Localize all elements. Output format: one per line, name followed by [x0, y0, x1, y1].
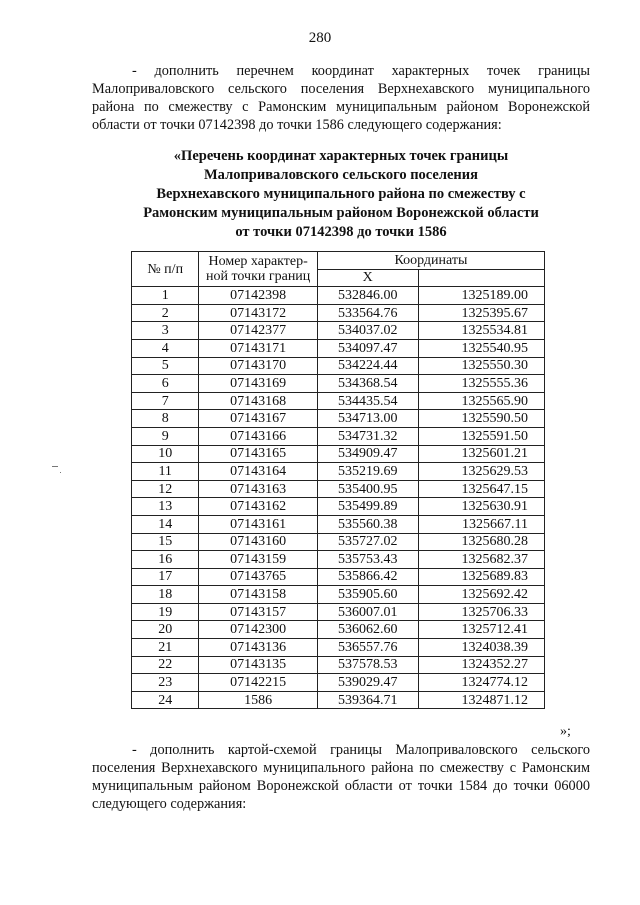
table-title-line: «Перечень координат характерных точек границы — [173, 148, 509, 164]
coord-x: 535400.95 — [317, 480, 418, 498]
point-number: 07143159 — [199, 551, 318, 569]
table-row — [132, 410, 545, 428]
point-number: 07143135 — [199, 656, 318, 674]
table-row — [132, 533, 545, 551]
row-number: 15 — [132, 533, 199, 551]
coord-y: 1325555.36 — [418, 375, 544, 393]
point-number: 07143165 — [199, 445, 318, 463]
header-point-line2: ной точки границ — [205, 269, 311, 285]
table-title-line: Рамонским муниципальным районом Воронежской области — [143, 205, 539, 221]
coord-x: 534037.02 — [317, 322, 418, 340]
row-number: 9 — [132, 427, 199, 445]
point-number: 1586 — [199, 691, 318, 709]
coord-y: 1325550.30 — [418, 357, 544, 375]
coord-x: 539364.71 — [317, 691, 418, 709]
coord-x: 539029.47 — [317, 674, 418, 692]
row-number: 8 — [132, 410, 199, 428]
row-number: 17 — [132, 568, 199, 586]
header-point-line1: Номер характер- — [208, 254, 308, 270]
table-title-line: Верхнехавского муниципального района по смежеству с — [156, 186, 526, 202]
point-number: 07142300 — [199, 621, 318, 639]
coord-x: 534713.00 — [317, 410, 418, 428]
table-row — [132, 621, 545, 639]
coord-y: 1325630.91 — [418, 498, 544, 516]
table-row — [132, 287, 545, 305]
row-number: 1 — [132, 287, 199, 305]
point-number: 07143172 — [199, 304, 318, 322]
coord-y: 1324871.12 — [418, 691, 544, 709]
coordinates-table — [131, 251, 545, 709]
point-number: 07143162 — [199, 498, 318, 516]
point-number: 07143157 — [199, 603, 318, 621]
table-row — [132, 304, 545, 322]
row-number: 10 — [132, 445, 199, 463]
point-number: 07143170 — [199, 357, 318, 375]
point-number: 07142377 — [199, 322, 318, 340]
coord-x: 535219.69 — [317, 463, 418, 481]
coord-y: 1325395.67 — [418, 304, 544, 322]
coord-y: 1325692.42 — [418, 586, 544, 604]
coord-y: 1324774.12 — [418, 674, 544, 692]
table-row — [132, 603, 545, 621]
point-number: 07143136 — [199, 639, 318, 657]
table-row — [132, 339, 545, 357]
coord-y: 1325189.00 — [418, 287, 544, 305]
coord-y: 1325682.37 — [418, 551, 544, 569]
table-row — [132, 515, 545, 533]
table-row — [132, 586, 545, 604]
row-number: 20 — [132, 621, 199, 639]
row-number: 13 — [132, 498, 199, 516]
coord-y: 1325680.28 — [418, 533, 544, 551]
table-body — [132, 287, 545, 709]
coord-x: 535866.42 — [317, 568, 418, 586]
point-number: 07143168 — [199, 392, 318, 410]
closing-paragraph: - дополнить картой-схемой границы Малоприваловского сельского поселения Верхнехавского муниципального района по смежеству с Рамонским муниципальным районом Воронежской области от точки 1584 до точки 06000 следующего содержания: — [92, 742, 590, 812]
row-number: 16 — [132, 551, 199, 569]
coord-x: 534368.54 — [317, 375, 418, 393]
coord-y: 1325590.50 — [418, 410, 544, 428]
coord-y: 1325534.81 — [418, 322, 544, 340]
table-title-line: от точки 07142398 до точки 1586 — [235, 224, 447, 240]
coord-x: 534224.44 — [317, 357, 418, 375]
point-number: 07143164 — [199, 463, 318, 481]
row-number: 3 — [132, 322, 199, 340]
point-number: 07143163 — [199, 480, 318, 498]
row-number: 18 — [132, 586, 199, 604]
coord-x: 533564.76 — [317, 304, 418, 322]
coord-y: 1325601.21 — [418, 445, 544, 463]
coord-y: 1325565.90 — [418, 392, 544, 410]
closing-mark: »; — [560, 724, 571, 739]
header-point — [199, 252, 318, 287]
point-number: 07142398 — [199, 287, 318, 305]
point-number: 07143169 — [199, 375, 318, 393]
coord-y: 1325647.15 — [418, 480, 544, 498]
table-row — [132, 674, 545, 692]
table-title-line: Малоприваловского сельского поселения — [204, 167, 478, 183]
point-number: 07143158 — [199, 586, 318, 604]
table-row — [132, 375, 545, 393]
scan-mark — [60, 472, 61, 473]
table-row — [132, 445, 545, 463]
table-title — [92, 147, 590, 242]
point-number: 07143161 — [199, 515, 318, 533]
row-number: 14 — [132, 515, 199, 533]
table-row — [132, 392, 545, 410]
header-x: X — [317, 269, 418, 287]
coord-x: 537578.53 — [317, 656, 418, 674]
table-row — [132, 322, 545, 340]
row-number: 6 — [132, 375, 199, 393]
coord-x: 534731.32 — [317, 427, 418, 445]
coord-y: 1325591.50 — [418, 427, 544, 445]
coord-y: 1325540.95 — [418, 339, 544, 357]
row-number: 22 — [132, 656, 199, 674]
coord-y: 1325706.33 — [418, 603, 544, 621]
coord-x: 535727.02 — [317, 533, 418, 551]
header-y — [418, 269, 544, 287]
table-row — [132, 427, 545, 445]
coord-x: 535499.89 — [317, 498, 418, 516]
row-number: 21 — [132, 639, 199, 657]
coord-x: 536557.76 — [317, 639, 418, 657]
header-coordinates: Координаты — [317, 252, 544, 270]
row-number: 11 — [132, 463, 199, 481]
coord-y: 1324038.39 — [418, 639, 544, 657]
coord-y: 1324352.27 — [418, 656, 544, 674]
coord-y: 1325689.83 — [418, 568, 544, 586]
row-number: 23 — [132, 674, 199, 692]
page-number: 280 — [308, 30, 332, 46]
point-number: 07142215 — [199, 674, 318, 692]
coord-y: 1325629.53 — [418, 463, 544, 481]
row-number: 12 — [132, 480, 199, 498]
coord-x: 535905.60 — [317, 586, 418, 604]
coord-y: 1325667.11 — [418, 515, 544, 533]
row-number: 5 — [132, 357, 199, 375]
table-row — [132, 551, 545, 569]
table-row — [132, 568, 545, 586]
coord-x: 536062.60 — [317, 621, 418, 639]
point-number: 07143167 — [199, 410, 318, 428]
coord-x: 535560.38 — [317, 515, 418, 533]
table-row — [132, 656, 545, 674]
coord-x: 535753.43 — [317, 551, 418, 569]
table-row — [132, 691, 545, 709]
scan-mark — [52, 466, 58, 467]
point-number: 07143171 — [199, 339, 318, 357]
row-number: 24 — [132, 691, 199, 709]
header-num: № п/п — [132, 252, 199, 287]
table-row — [132, 357, 545, 375]
point-number: 07143160 — [199, 533, 318, 551]
coord-y: 1325712.41 — [418, 621, 544, 639]
intro-paragraph: - дополнить перечнем координат характерных точек границы Малоприваловского сельского поселения Верхнехавского муниципального района по смежеству с Рамонским муниципальным районом Воронежской области от точки 07142398 до точки 1586 следующего содержания: — [92, 63, 590, 133]
table-row — [132, 480, 545, 498]
coord-x: 536007.01 — [317, 603, 418, 621]
table-row — [132, 463, 545, 481]
coord-x: 532846.00 — [317, 287, 418, 305]
point-number: 07143166 — [199, 427, 318, 445]
table-row — [132, 498, 545, 516]
coord-x: 534435.54 — [317, 392, 418, 410]
point-number: 07143765 — [199, 568, 318, 586]
row-number: 7 — [132, 392, 199, 410]
row-number: 19 — [132, 603, 199, 621]
coord-x: 534097.47 — [317, 339, 418, 357]
row-number: 4 — [132, 339, 199, 357]
table-row — [132, 639, 545, 657]
coord-x: 534909.47 — [317, 445, 418, 463]
row-number: 2 — [132, 304, 199, 322]
